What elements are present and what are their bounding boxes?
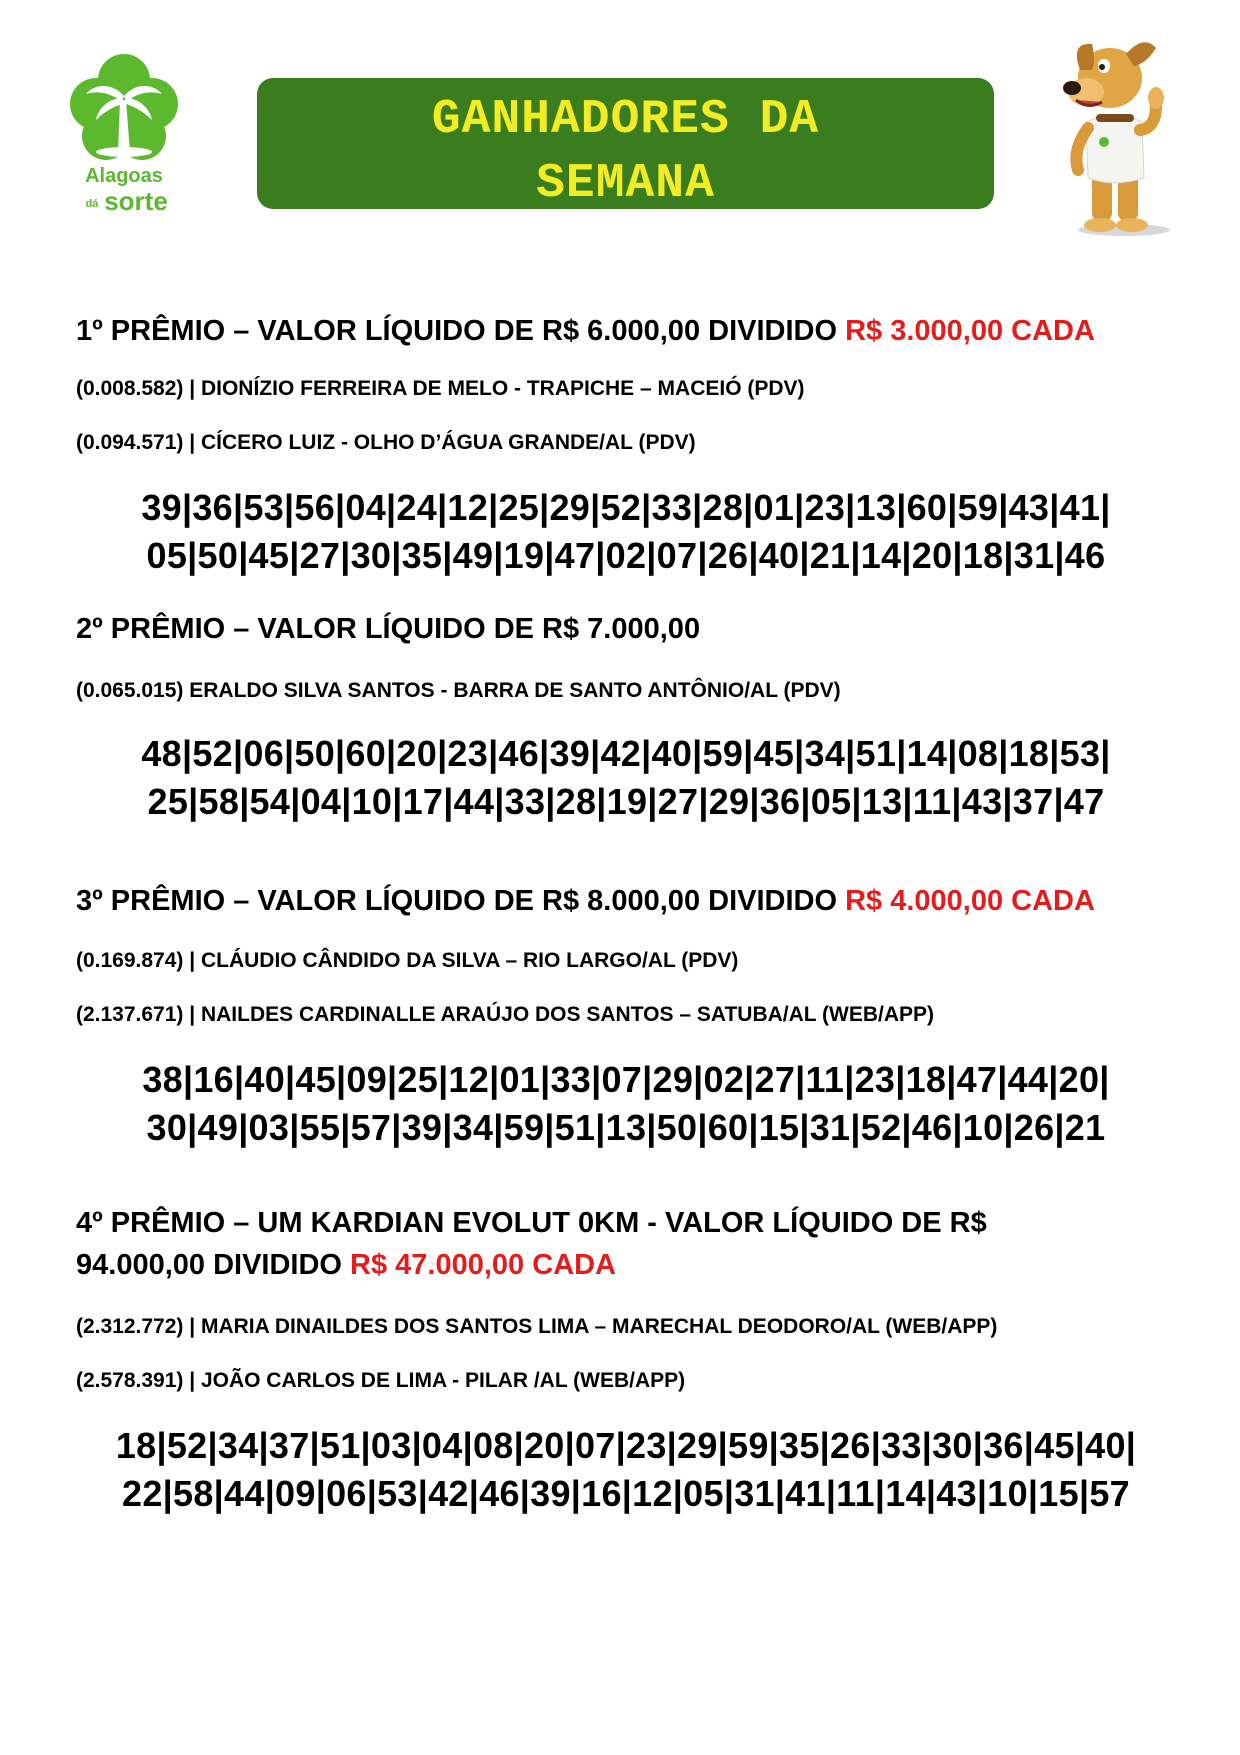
page-title: [257, 88, 994, 216]
prize-2-numbers: [76, 730, 1176, 826]
prize-4-numbers-line2: 22|58|44|09|06|53|42|46|39|16|12|05|31|41|11|14|43|10|15|57: [122, 1473, 1130, 1514]
prize-2-title: [76, 608, 1176, 650]
prize-2-numbers-line1: 48|52|06|50|60|20|23|46|39|42|40|59|45|34|51|14|08|18|53|: [141, 733, 1111, 774]
prize-4-winner-2: (2.578.391) | JOÃO CARLOS DE LIMA - PILAR /AL (WEB/APP): [76, 1369, 686, 1392]
prize-2-numbers-line2: 25|58|54|04|10|17|44|33|28|19|27|29|36|05|13|11|43|37|47: [147, 781, 1105, 822]
prize-2-winner-1: (0.065.015) ERALDO SILVA SANTOS - BARRA DE SANTO ANTÔNIO/AL (PDV): [76, 679, 841, 702]
prize-3-title-text: 3º PRÊMIO – VALOR LÍQUIDO DE R$ 8.000,00 DIVIDIDO: [76, 885, 838, 917]
prize-3-highlight: R$ 4.000,00 CADA: [845, 885, 1095, 917]
prize-2: [76, 608, 1176, 826]
prize-4-highlight: R$ 47.000,00 CADA: [350, 1249, 617, 1281]
prize-1: [76, 310, 1176, 580]
prize-4-numbers-line1: 18|52|34|37|51|03|04|08|20|07|23|29|59|35|26|33|30|36|45|40|: [115, 1425, 1137, 1466]
prize-3-numbers-line1: 38|16|40|45|09|25|12|01|33|07|29|02|27|11|23|18|47|44|20|: [142, 1059, 1110, 1100]
prize-1-title: [76, 310, 1176, 352]
prize-3-title: [76, 880, 1176, 922]
prize-1-winner-1: (0.008.582) | DIONÍZIO FERREIRA DE MELO - TRAPICHE – MACEIÓ (PDV): [76, 377, 805, 400]
prize-1-numbers: [76, 484, 1176, 580]
clover-palm-logo-icon: [64, 52, 184, 222]
winners-content: [76, 302, 1176, 1518]
prize-3-winner-1: (0.169.874) | CLÁUDIO CÂNDIDO DA SILVA – RIO LARGO/AL (PDV): [76, 949, 739, 972]
prize-1-winner-2: (0.094.571) | CÍCERO LUIZ - OLHO D’ÁGUA GRANDE/AL (PDV): [76, 431, 696, 454]
prize-3-numbers: [76, 1056, 1176, 1152]
dog-mascot: [1052, 30, 1182, 240]
title-banner: [257, 78, 994, 209]
prize-1-title-text: 1º PRÊMIO – VALOR LÍQUIDO DE R$ 6.000,00 DIVIDIDO: [76, 315, 838, 347]
prize-3-numbers-line2: 30|49|03|55|57|39|34|59|51|13|50|60|15|31|52|46|10|26|21: [146, 1107, 1106, 1148]
prize-4-winner-1: (2.312.772) | MARIA DINAILDES DOS SANTOS LIMA – MARECHAL DEODORO/AL (WEB/APP): [76, 1315, 998, 1338]
page-title-line2: SEMANA: [536, 157, 715, 211]
prize-4: [76, 1202, 1176, 1518]
prize-4-numbers: [76, 1422, 1176, 1518]
prize-1-numbers-line2: 05|50|45|27|30|35|49|19|47|02|07|26|40|21|14|20|18|31|46: [146, 535, 1106, 576]
prize-1-highlight: R$ 3.000,00 CADA: [845, 315, 1095, 347]
logo-text-alagoas: Alagoas: [85, 165, 163, 187]
prize-1-numbers-line1: 39|36|53|56|04|24|12|25|29|52|33|28|01|23|13|60|59|43|41|: [141, 487, 1111, 528]
prize-4-title: [76, 1202, 1086, 1286]
page-title-line1: GANHADORES DA: [431, 93, 820, 147]
prize-4-title-text: 4º PRÊMIO – UM KARDIAN EVOLUT 0KM - VALOR LÍQUIDO DE R$ 94.000,00 DIVIDIDO: [76, 1207, 987, 1281]
alagoas-da-sorte-logo: [64, 52, 184, 222]
dog-mascot-icon: [1052, 30, 1182, 240]
logo-text-sorte: sorte: [104, 186, 168, 216]
prize-3-winner-2: (2.137.671) | NAILDES CARDINALLE ARAÚJO DOS SANTOS – SATUBA/AL (WEB/APP): [76, 1003, 935, 1026]
logo-text-da: dá: [85, 198, 99, 210]
prize-3: [76, 880, 1176, 1152]
prize-2-title-text: 2º PRÊMIO – VALOR LÍQUIDO DE R$ 7.000,00: [76, 613, 701, 645]
